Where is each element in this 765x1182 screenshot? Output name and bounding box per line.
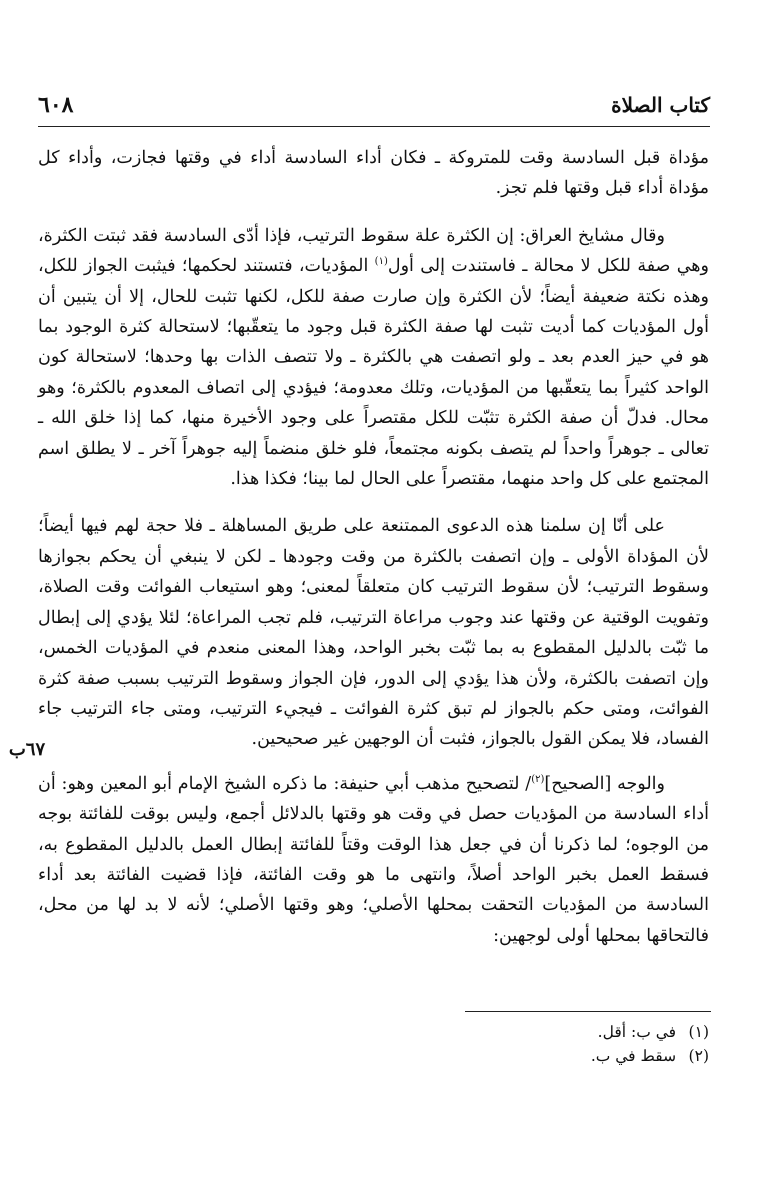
main-text [38,143,709,951]
page-header [38,92,710,127]
paragraph-4-start: والوجه [الصحيح] [544,773,665,794]
footnote-text: سقط في ب. [590,1047,677,1065]
footnote-ref-2[interactable]: (٢) [531,773,545,785]
paragraph-2 [38,221,709,495]
footnote-divider [465,1011,711,1012]
paragraph-1: مؤداة قبل السادسة وقت للمتروكة ـ فكان أداء السادسة أداء في وقتها فجازت، وأداء كل مؤداة أداء قبل وقتها فلم تجز. [38,148,709,199]
paragraph-4-rest: / لتصحيح مذهب أبي حنيفة: ما ذكره الشيخ الإمام أبو المعين وهو: أن أداء السادسة من المؤديات حصل في وقت هو وقتها بالدلائل أجمع، وليس بوقت للفائتة بوجه من الوجوه؛ لما ذكرنا أن في جعل هذا الوقت وقتاً للفائتة إبطال العمل بالدليل المقطوع به، فسقط العمل بخبر الواحد أصلاً، وانتهى ما هو وقت الفائتة، فإذا قضيت الفائتة بعد أداء السادسة من المؤديات التحقت بمحلها الأصلي؛ وهو وقتها الأصلي؛ لأنه لا بد لها من محل، فالتحاقها بمحلها أولى لوجهين: [38,773,709,946]
footnote-2 [591,1044,709,1068]
footnote-ref-1[interactable]: (١) [374,256,388,268]
footnote-text: في ب: أقل. [597,1023,677,1041]
footnote-number: (٢) [688,1047,709,1065]
footnotes [591,1020,709,1068]
paragraph-4 [38,769,709,951]
page-number: ٦٠٨ [38,92,74,118]
manuscript-folio-note: ٦٧ب [8,739,46,760]
footnote-number: (١) [688,1023,709,1041]
paragraph-3: على أنّا إن سلمنا هذه الدعوى الممتنعة على طريق المساهلة ـ فلا حجة لهم فيها أيضاً؛ لأن المؤداة الأولى ـ وإن اتصفت بالكثرة من وقت وجودها ـ لكن لا ينبغي أن يحكم بجوازها وسقوط الترتيب؛ لأن سقوط الترتيب كان متعلقاً لمعنى؛ وهو استيعاب الفوائت وقت الصلاة، وتفويت الوقتية عن وقتها عند وجوب مراعاة الترتيب، فلم تجب المراعاة؛ لئلا يؤدي إلى إبطال ما ثبّت بالدليل المقطوع به بما ثبّت بخبر الواحد، وهذا المعنى منعدم في المؤديات الخمس، وإن اتصفت بالكثرة، ولأن هذا يؤدي إلى الدور، فإن الجواز وسقوط الترتيب بسبب صفة كثرة الفوائت، ومتى حكم بالجواز لم تبق كثرة الفوائت ـ فيجيء الترتيب، ومتى جاء الترتيب جاء الفساد، فلا يمكن القول بالجواز، فثبت أن الوجهين غير صحيحين. [38,516,709,750]
paragraph-2-start: وقال مشايخ العراق: إن الكثرة علة سقوط الترتيب، فإذا أدّى السادسة فقد ثبتت الكثرة، وهي صفة للكل لا محالة ـ فاستندت إلى أول [38,225,709,277]
footnote-1 [591,1020,709,1044]
book-title: كتاب الصلاة [611,93,710,117]
paragraph-2-rest: المؤديات، فتستند لحكمها؛ فيثبت الجواز للكل، وهذه نكتة ضعيفة أيضاً؛ لأن الكثرة وإن صارت صفة للكل، لكنها تثبت للحال، إلا أن يتبين أن أول المؤديات كما أديت تثبت لها صفة الكثرة قبل وجود ما يتعقّبها؛ لاستحالة كثرة الوجود بما هو في حيز العدم بعد ـ ولو اتصفت هي بالكثرة ـ ولا تتصف الذات بها وحدها؛ لاستحالة كون الواحد كثيراً بما يتعقّبها من المؤديات، وتلك معدومة؛ فيؤدي إلى اتصاف المعدوم بالكثرة؛ وهو محال. فدلّ أن صفة الكثرة تثبّت للكل مقتصراً على وجود الأخيرة منها، كما إذا خلق الله ـ تعالى ـ جوهراً واحداً لم يتصف بكونه مجتمعاً، فلو خلق منضماً إليه جوهراً آخر ـ لا يطلق اسم المجتمع على كل واحد منهما، مقتصراً على الحال لما بينا؛ فكذا هذا. [38,256,709,490]
